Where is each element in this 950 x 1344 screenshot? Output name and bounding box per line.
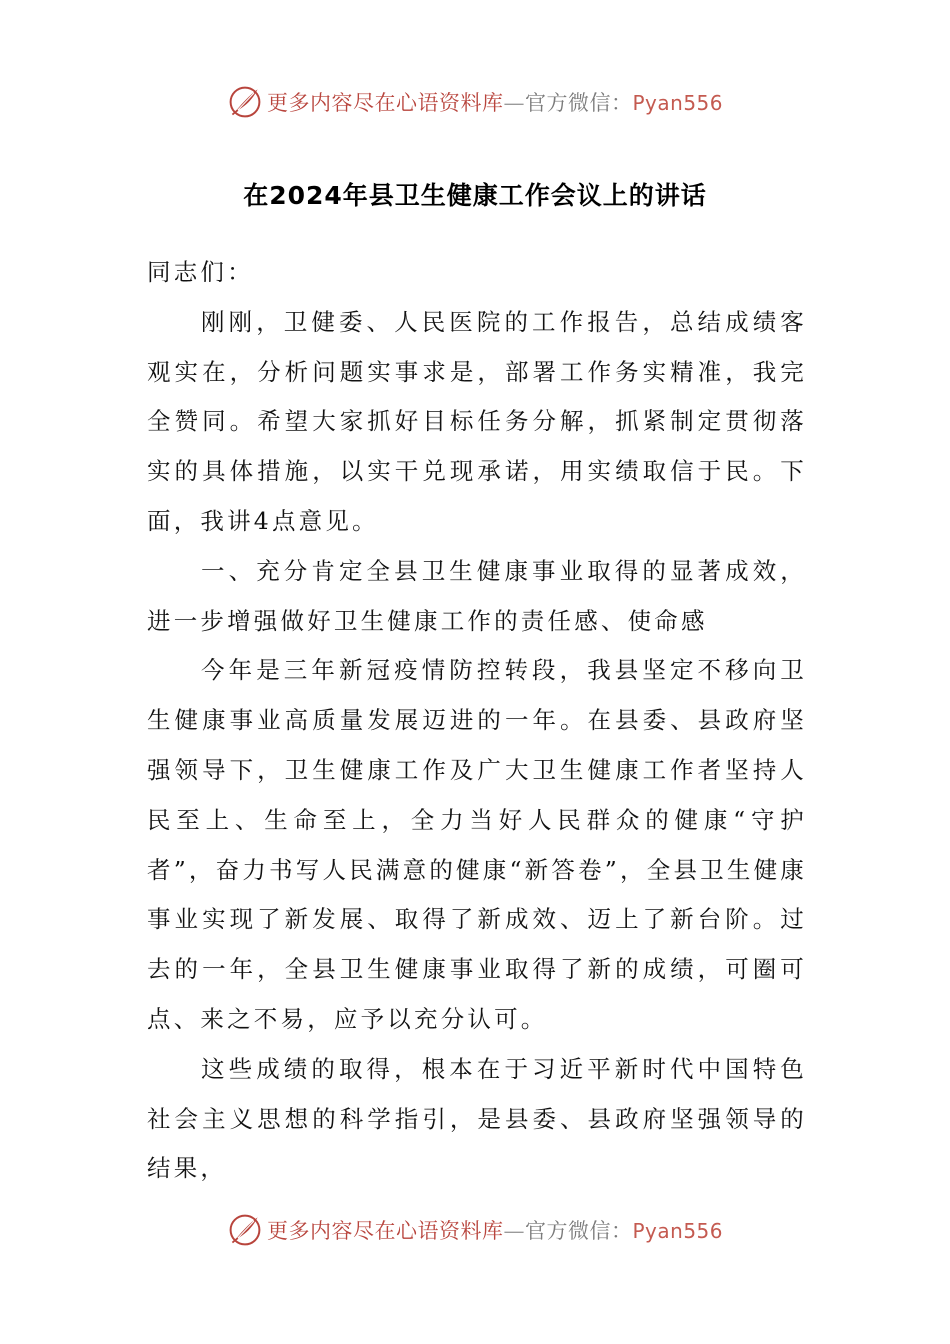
watermark-wechat-id: Pyan556: [632, 1219, 723, 1243]
paragraph-3: 这些成绩的取得，根本在于习近平新时代中国特色社会主义思想的科学指引，是县委、县政府坚强领导的结果，: [147, 1054, 807, 1183]
footer-watermark-banner: [0, 1208, 950, 1252]
document-title: 在2024年县卫生健康工作会议上的讲话: [243, 181, 707, 210]
header-watermark-banner: [0, 80, 950, 124]
watermark-text: [267, 1215, 723, 1245]
watermark-dash: —: [503, 91, 525, 115]
salutation: 同志们：: [147, 258, 254, 286]
quill-logo-icon: [227, 84, 263, 120]
watermark-wechat-id: Pyan556: [632, 91, 723, 115]
quill-logo-icon: [227, 1212, 263, 1248]
paragraph-1: 刚刚，卫健委、人民医院的工作报告，总结成绩客观实在，分析问题实事求是，部署工作务实精准，我完全赞同。希望大家抓好目标任务分解，抓紧制定贯彻落实的具体措施，以实干兑现承诺，用实绩取信于民。下面，我讲4点意见。: [147, 307, 807, 535]
watermark-main: 更多内容尽在心语资料库: [266, 1219, 504, 1243]
document-body: [147, 248, 807, 1194]
watermark-wechat-label: 官方微信：: [524, 91, 633, 115]
watermark-text: [267, 87, 723, 117]
section-heading-1: 一、充分肯定全县卫生健康事业取得的显著成效，进一步增强做好卫生健康工作的责任感、使命感: [147, 556, 807, 635]
watermark-dash: —: [503, 1219, 525, 1243]
paragraph-2: 今年是三年新冠疫情防控转段，我县坚定不移向卫生健康事业高质量发展迈进的一年。在县委、县政府坚强领导下，卫生健康工作及广大卫生健康工作者坚持人民至上、生命至上，全力当好人民群众的健康“守护者”，奋力书写人民满意的健康“新答卷”，全县卫生健康事业实现了新发展、取得了新成效、迈上了新台阶。过去的一年，全县卫生健康事业取得了新的成绩，可圈可点、来之不易，应予以充分认可。: [147, 656, 807, 1033]
watermark-wechat-label: 官方微信：: [524, 1219, 633, 1243]
watermark-main: 更多内容尽在心语资料库: [266, 91, 504, 115]
